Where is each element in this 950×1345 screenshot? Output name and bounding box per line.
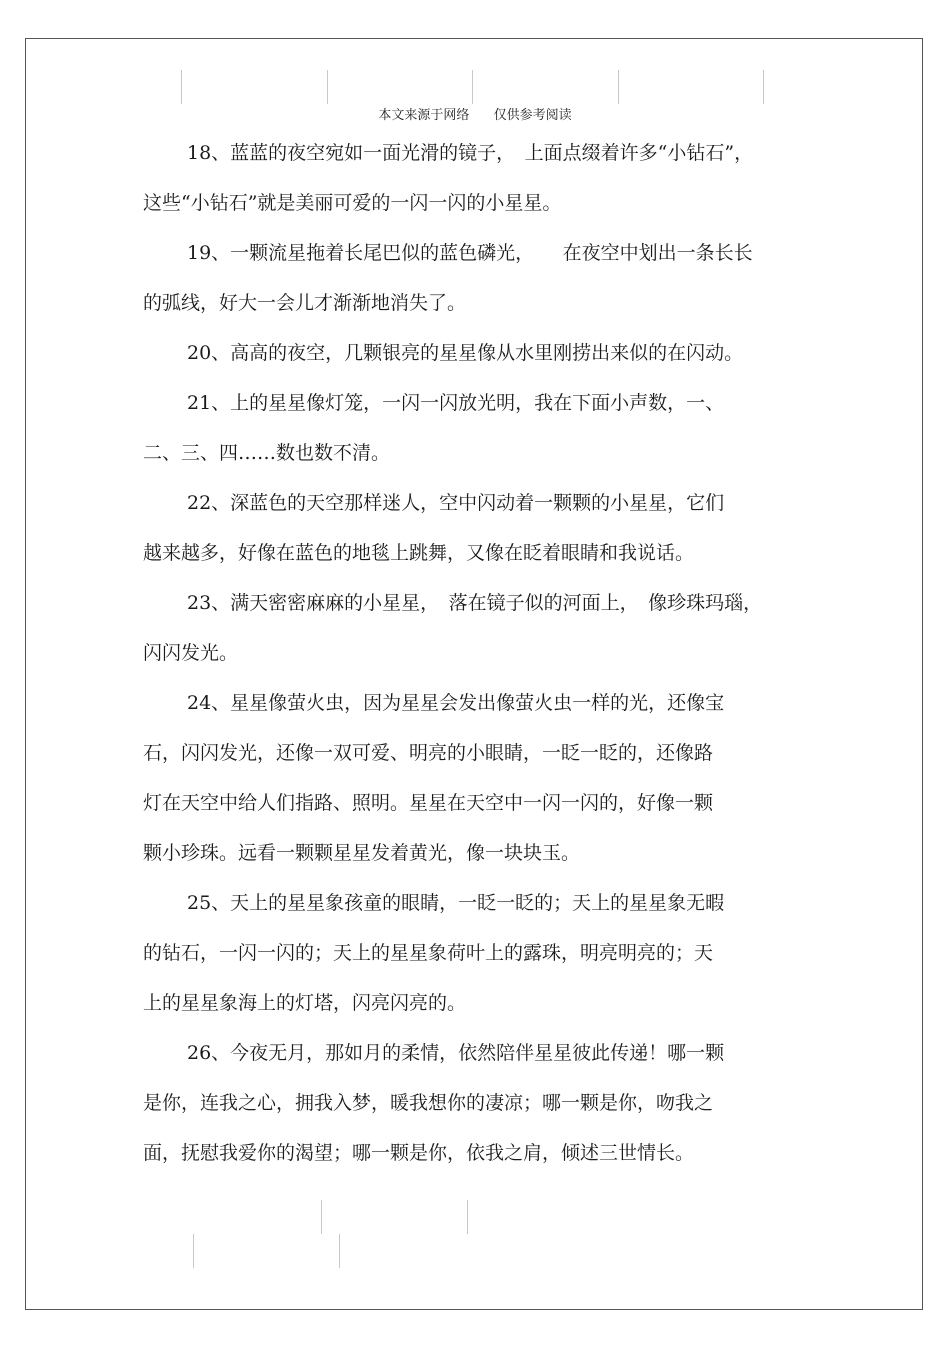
paragraph-line: 闪闪发光。 [143,642,239,664]
bottom-margin-mark [339,1234,340,1268]
paragraph-line: 的弧线，好大一会儿才渐渐地消失了。 [143,292,467,314]
paragraph-20 [143,328,808,378]
paragraph-line: 这些“小钻石”就是美丽可爱的一闪一闪的小星星。 [143,192,562,214]
paragraph-line: 22、深蓝色的天空那样迷人，空中闪动着一颗颗的小星星，它们 [187,492,725,514]
paragraph-line: 颗小珍珠。远看一颗颗星星发着黄光，像一块块玉。 [143,842,581,864]
source-note: 本文来源于网络 [378,108,470,123]
top-margin-mark [327,70,328,104]
paragraph-line: 18、蓝蓝的夜空宛如一面光滑的镜子， 上面点缀着许多“小钻石”， [187,142,754,164]
paragraph-18 [143,128,808,228]
top-margin-mark [472,70,473,104]
top-margin-mark [181,70,182,104]
paragraph-line: 24、星星像萤火虫，因为星星会发出像萤火虫一样的光，还像宝 [187,692,725,714]
paragraph-line: 上的星星象海上的灯塔，闪亮闪亮的。 [143,992,467,1014]
paragraph-26 [143,1028,808,1178]
paragraph-19 [143,228,808,328]
top-margin-mark [618,70,619,104]
top-margin-mark [763,70,764,104]
paragraph-line: 二、三、四……数也数不清。 [143,442,391,464]
paragraph-line: 石，闪闪发光，还像一双可爱、明亮的小眼睛，一眨一眨的，还像路 [143,742,714,764]
paragraph-line: 21、上的星星像灯笼，一闪一闪放光明，我在下面小声数，一、 [187,392,725,414]
paragraph-line: 灯在天空中给人们指路、照明。星星在天空中一闪一闪的，好像一颗 [143,792,714,814]
bottom-margin-mark [193,1234,194,1268]
paragraph-line: 面，抚慰我爱你的渴望；哪一颗是你，依我之肩，倾述三世情长。 [143,1142,695,1164]
paragraph-line: 19、一颗流星拖着长尾巴似的蓝色磷光， 在夜空中划出一条长长 [187,242,753,264]
paragraph-23 [143,578,808,678]
bottom-margin-mark [321,1200,322,1234]
paragraph-line: 越来越多，好像在蓝色的地毯上跳舞，又像在眨着眼睛和我说话。 [143,542,695,564]
bottom-margin-mark [467,1200,468,1234]
paragraph-line: 26、今夜无月，那如月的柔情，依然陪伴星星彼此传递！哪一颗 [187,1042,725,1064]
paragraph-line: 20、高高的夜空，几颗银亮的星星像从水里刚捞出来似的在闪动。 [187,342,744,364]
paragraph-25 [143,878,808,1028]
paragraph-24 [143,678,808,878]
paragraph-line: 23、满天密密麻麻的小星星， 落在镜子似的河面上， 像珍珠玛瑙， [187,592,763,614]
document-body [143,128,808,1178]
page-header [0,104,950,123]
paragraph-22 [143,478,808,578]
reference-note: 仅供参考阅读 [493,108,572,123]
paragraph-line: 是你，连我之心，拥我入梦，暖我想你的凄凉；哪一颗是你，吻我之 [143,1092,714,1114]
paragraph-21 [143,378,808,478]
paragraph-line: 的钻石，一闪一闪的；天上的星星象荷叶上的露珠，明亮明亮的；天 [143,942,714,964]
paragraph-line: 25、天上的星星象孩童的眼睛，一眨一眨的；天上的星星象无暇 [187,892,725,914]
